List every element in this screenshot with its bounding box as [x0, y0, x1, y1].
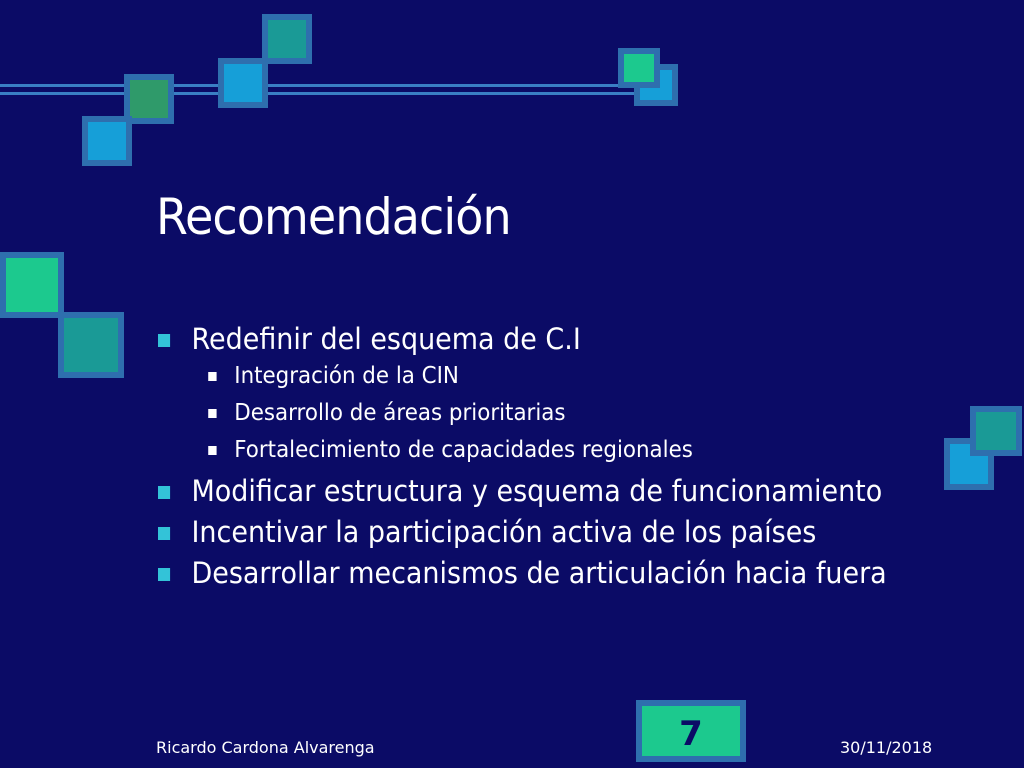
bullet-marker [158, 527, 170, 540]
decor-square [618, 48, 660, 88]
bullet-text: Desarrollar mecanismos de articulación hacia fuera [191, 556, 887, 590]
decor-square [970, 406, 1022, 456]
bullet-marker [158, 486, 170, 499]
sub-bullet-marker [208, 372, 216, 381]
decor-square [0, 252, 64, 318]
page-number-box [636, 700, 746, 762]
decor-square [82, 116, 132, 166]
decor-line-top [0, 84, 640, 87]
sub-bullet-text: Integración de la CIN [234, 363, 459, 389]
sub-bullet-item [158, 435, 893, 465]
footer-date: 30/11/2018 [840, 738, 933, 757]
sub-bullet-item [158, 398, 893, 428]
sub-bullet-item [158, 361, 893, 391]
bullet-text: Redefinir del esquema de C.I [191, 322, 581, 356]
bullet-item [158, 515, 893, 549]
bullet-text: Incentivar la participación activa de los países [191, 515, 817, 549]
slide-title: Recomendación [156, 188, 511, 246]
bullet-list [158, 322, 948, 597]
decor-square [218, 58, 268, 108]
sub-bullet-marker [208, 409, 216, 418]
bullet-marker [158, 334, 170, 347]
footer-author: Ricardo Cardona Alvarenga [156, 738, 375, 757]
bullet-text: Modificar estructura y esquema de funcionamiento [191, 474, 883, 508]
sub-bullet-text: Desarrollo de áreas prioritarias [234, 400, 566, 426]
page-number: 7 [679, 714, 703, 754]
bullet-item [158, 556, 893, 590]
bullet-marker [158, 568, 170, 581]
decor-line-bottom [0, 92, 640, 95]
sub-bullet-text: Fortalecimiento de capacidades regionales [234, 437, 693, 463]
bullet-item [158, 474, 893, 508]
decor-square [262, 14, 312, 64]
sub-bullet-marker [208, 446, 216, 455]
bullet-item [158, 322, 893, 356]
decor-square [58, 312, 124, 378]
